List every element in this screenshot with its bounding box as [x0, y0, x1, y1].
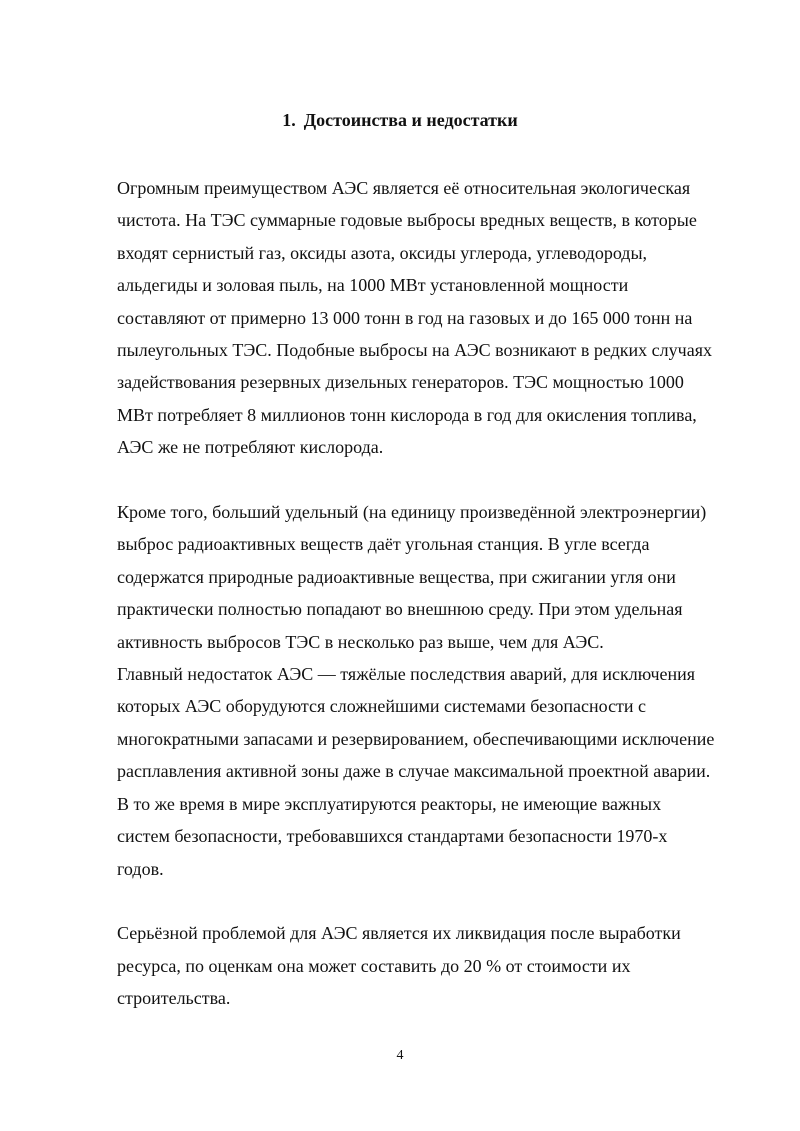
text-line: практически полностью попадают во внешнюю среду. При этом удельная — [117, 599, 683, 620]
text-line: содержатся природные радиоактивные вещества, при сжигании угля они — [117, 566, 676, 587]
text-line: пылеугольных ТЭС. Подобные выбросы на АЭС возникают в редких случаях — [117, 340, 712, 361]
text-line: Кроме того, больший удельный (на единицу произведённой электроэнергии) — [117, 502, 707, 523]
paragraph-decommissioning — [117, 917, 747, 1014]
text-line: многократными запасами и резервированием, обеспечивающими исключение — [117, 728, 715, 749]
text-line: Главный недостаток АЭС — тяжёлые последствия аварий, для исключения — [117, 664, 696, 685]
text-line: составляют от примерно 13 000 тонн в год на газовых и до 165 000 тонн на — [117, 307, 693, 328]
text-line: В то же время в мире эксплуатируются реакторы, не имеющие важных — [117, 793, 662, 814]
text-line: которых АЭС оборудуются сложнейшими системами безопасности с — [117, 696, 647, 717]
text-line: выброс радиоактивных веществ даёт угольная станция. В угле всегда — [117, 534, 650, 555]
text-line: строительства. — [117, 988, 231, 1009]
document-body — [117, 172, 747, 1015]
text-line: альдегиды и золовая пыль, на 1000 МВт установленной мощности — [117, 275, 629, 296]
text-line: расплавления активной зоны даже в случае максимальной проектной аварии. — [117, 761, 711, 782]
paragraph-accidents — [117, 658, 747, 885]
paragraph-radioactivity — [117, 496, 747, 658]
text-line: систем безопасности, требовавшихся стандартами безопасности 1970-х — [117, 826, 668, 847]
text-line: МВт потребляет 8 миллионов тонн кислорода в год для окисления топлива, — [117, 404, 697, 425]
page-number: 4 — [396, 1048, 404, 1063]
text-line: АЭС же не потребляют кислорода. — [117, 437, 384, 458]
paragraph-ecology — [117, 172, 747, 464]
text-line: входят сернистый газ, оксиды азота, оксиды углерода, углеводороды, — [117, 242, 648, 263]
text-line: активность выбросов ТЭС в несколько раз выше, чем для АЭС. — [117, 631, 604, 652]
section-heading — [0, 108, 800, 132]
text-line: чистота. На ТЭС суммарные годовые выбросы вредных веществ, в которые — [117, 210, 697, 231]
text-line: задействования резервных дизельных генераторов. ТЭС мощностью 1000 — [117, 372, 684, 393]
section-number: 1. — [282, 110, 296, 130]
text-line: Огромным преимуществом АЭС является её относительная экологическая — [117, 178, 691, 198]
section-title: Достоинства и недостатки — [303, 110, 518, 130]
text-line: годов. — [117, 858, 164, 879]
text-line: Серьёзной проблемой для АЭС является их ликвидация после выработки — [117, 923, 681, 944]
text-line: ресурса, по оценкам она может составить до 20 % от стоимости их — [117, 955, 631, 976]
